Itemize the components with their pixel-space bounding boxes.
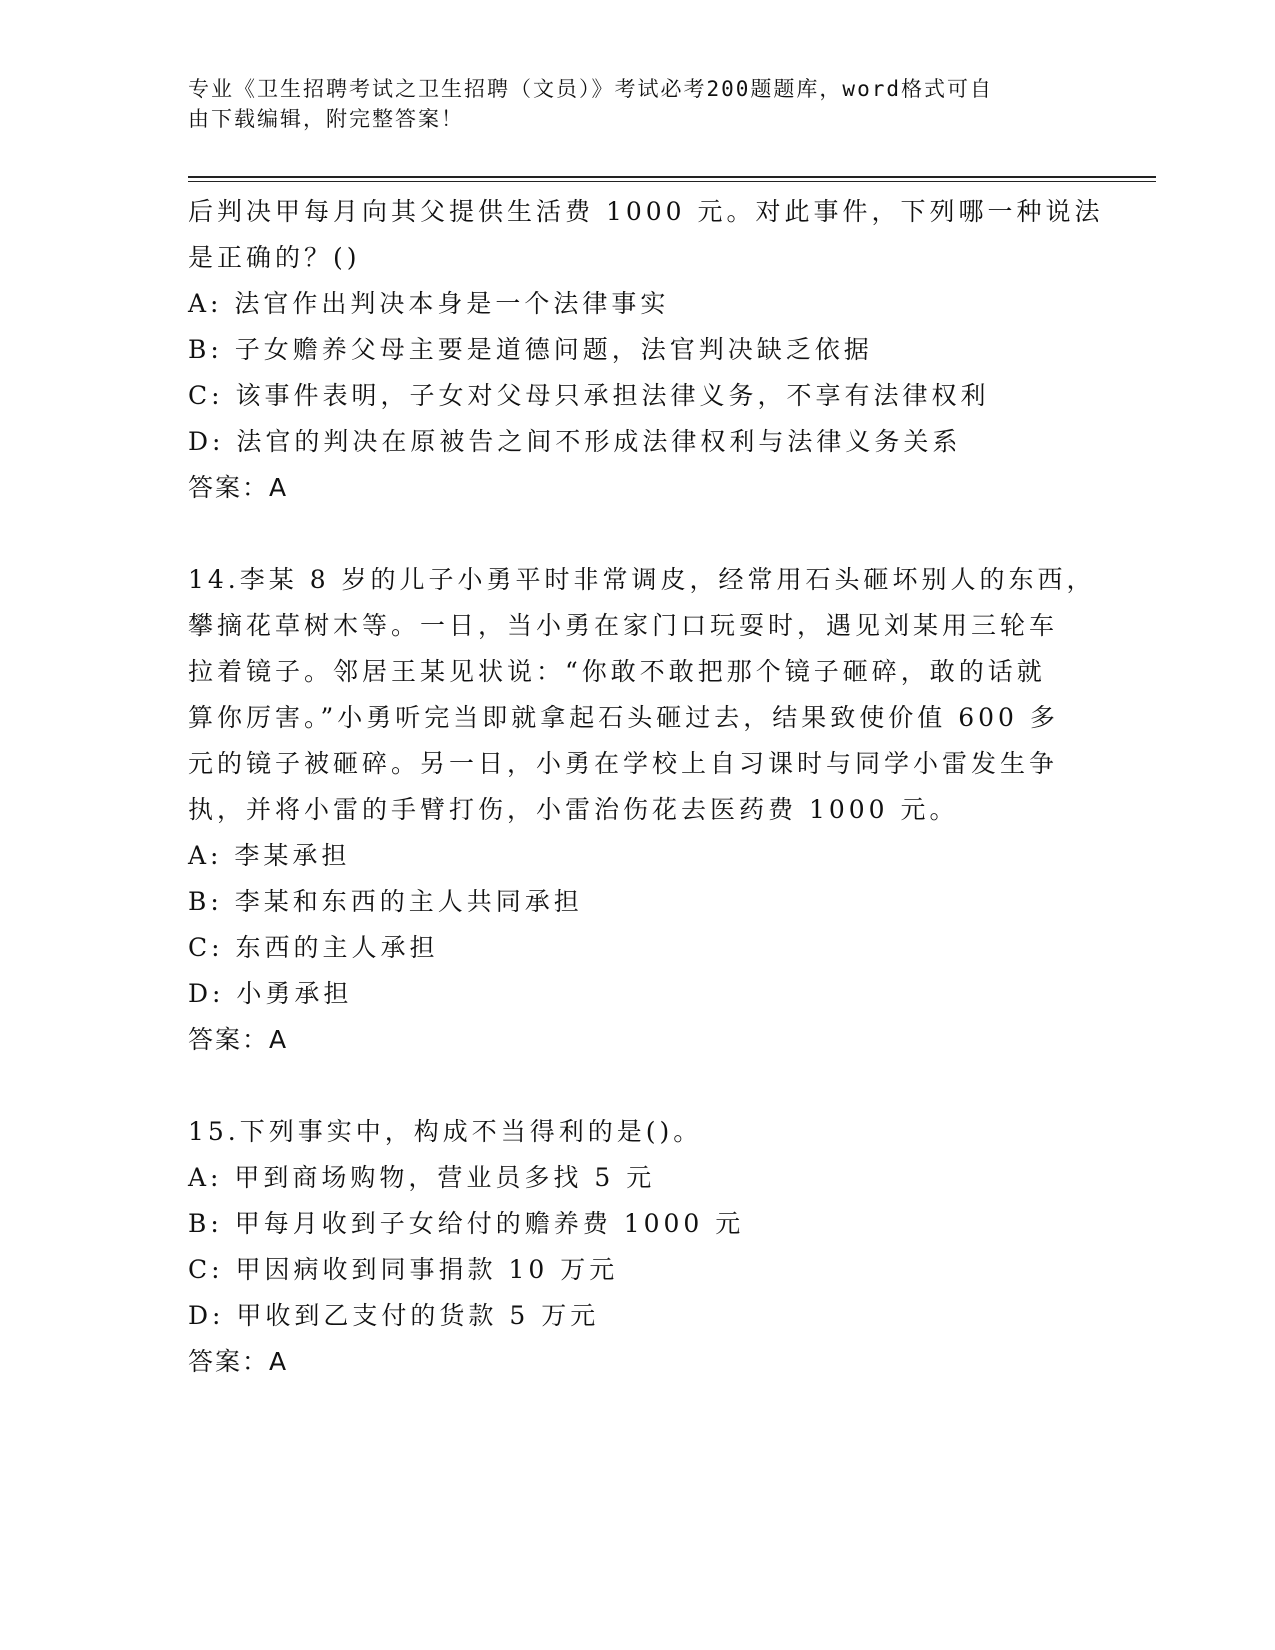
header-line-2: 由下载编辑，附完整答案！ bbox=[188, 107, 464, 131]
option-a: A: 李某承担 bbox=[188, 841, 351, 870]
option-b: B: 李某和东西的主人共同承担 bbox=[188, 887, 583, 916]
question-stem-line: 后判决甲每月向其父提供生活费 1000 元。对此事件，下列哪一种说法 bbox=[188, 197, 1104, 226]
option-c: C: 甲因病收到同事捐款 10 万元 bbox=[188, 1255, 619, 1284]
answer-line: 答案：A bbox=[188, 1025, 289, 1054]
option-a: A: 甲到商场购物，营业员多找 5 元 bbox=[188, 1163, 656, 1192]
document-header bbox=[188, 74, 1068, 134]
spacer bbox=[188, 1063, 1088, 1109]
question-14 bbox=[188, 557, 1096, 1063]
option-d: D: 法官的判决在原被告之间不形成法律权利与法律义务关系 bbox=[188, 427, 962, 456]
question-15 bbox=[188, 1109, 1088, 1385]
option-c: C: 该事件表明，子女对父母只承担法律义务，不享有法律权利 bbox=[188, 381, 990, 410]
answer-line: 答案：A bbox=[188, 1347, 289, 1376]
document-body bbox=[188, 189, 1104, 1385]
header-divider bbox=[188, 176, 1156, 182]
question-13 bbox=[188, 189, 1104, 511]
spacer bbox=[188, 511, 1088, 557]
option-a: A: 法官作出判决本身是一个法律事实 bbox=[188, 289, 670, 318]
question-stem-line: 拉着镜子。邻居王某见状说：“你敢不敢把那个镜子砸碎，敢的话就 bbox=[188, 657, 1046, 686]
answer-line: 答案：A bbox=[188, 473, 289, 502]
question-stem-line: 执，并将小雷的手臂打伤，小雷治伤花去医药费 1000 元。 bbox=[188, 795, 959, 824]
question-stem-line: 是正确的？() bbox=[188, 243, 361, 272]
option-d: D: 小勇承担 bbox=[188, 979, 353, 1008]
option-b: B: 子女赡养父母主要是道德问题，法官判决缺乏依据 bbox=[188, 335, 873, 364]
question-stem-line: 15.下列事实中，构成不当得利的是()。 bbox=[188, 1117, 703, 1146]
header-line-1: 专业《卫生招聘考试之卫生招聘（文员）》考试必考200题题库，word格式可自 bbox=[188, 77, 993, 101]
question-stem-line: 算你厉害。”小勇听完当即就拿起石头砸过去，结果致使价值 600 多 bbox=[188, 703, 1059, 732]
option-b: B: 甲每月收到子女给付的赡养费 1000 元 bbox=[188, 1209, 745, 1238]
question-stem-line: 元的镜子被砸碎。另一日，小勇在学校上自习课时与同学小雷发生争 bbox=[188, 749, 1059, 778]
question-stem-line: 攀摘花草树木等。一日，当小勇在家门口玩耍时，遇见刘某用三轮车 bbox=[188, 611, 1059, 640]
question-stem-line: 14.李某 8 岁的儿子小勇平时非常调皮，经常用石头砸坏别人的东西， bbox=[188, 565, 1096, 594]
option-c: C: 东西的主人承担 bbox=[188, 933, 439, 962]
option-d: D: 甲收到乙支付的货款 5 万元 bbox=[188, 1301, 600, 1330]
